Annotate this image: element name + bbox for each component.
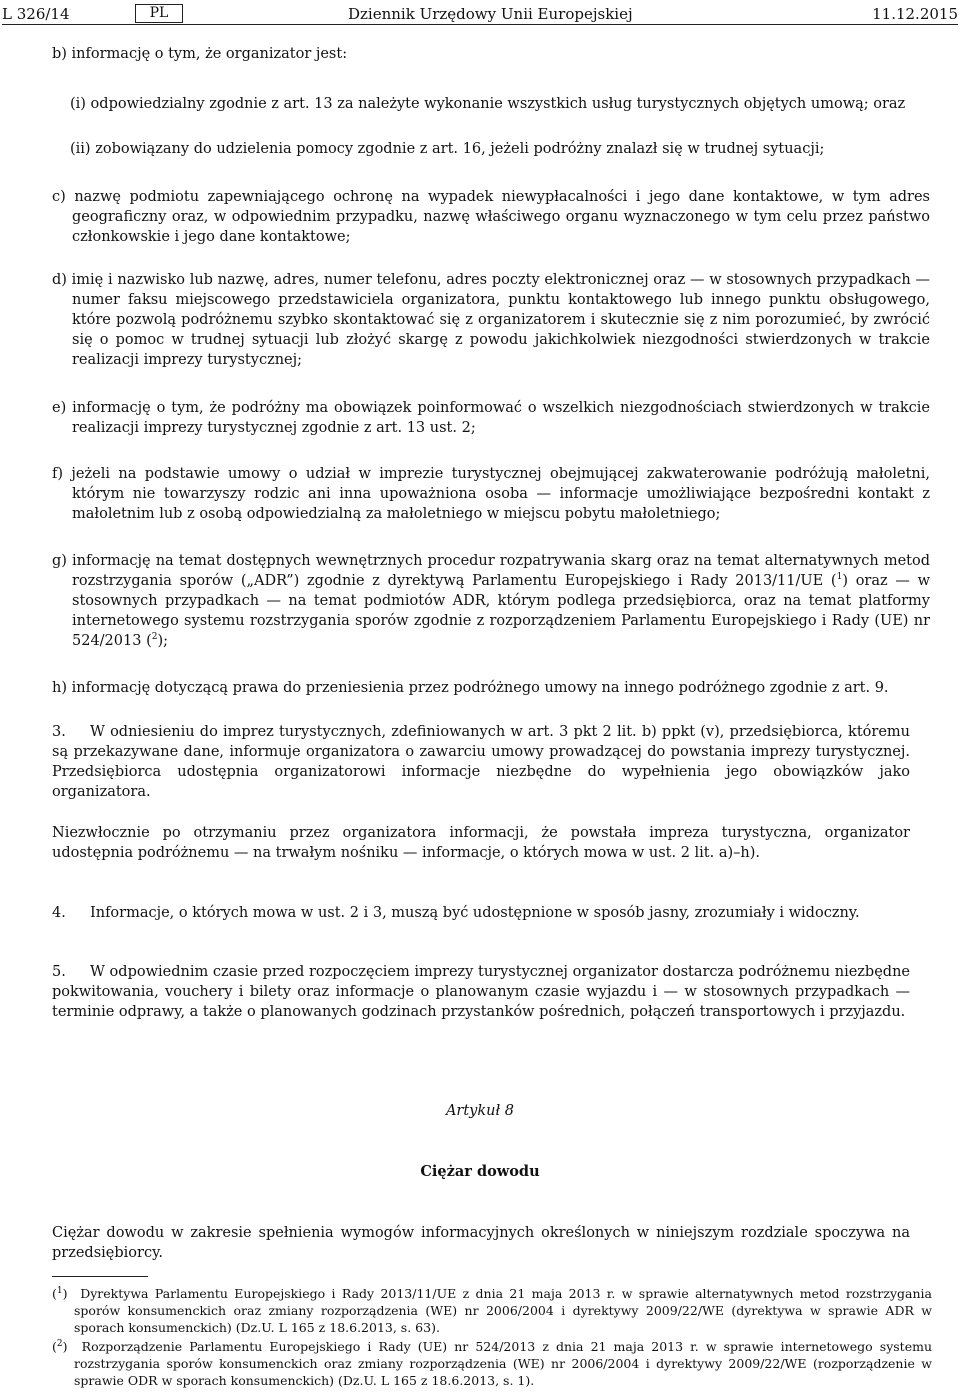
page-reference: L 326/14 — [2, 5, 70, 23]
paragraph-3-continued: Niezwłocznie po otrzymaniu przez organizatora informacji, że powstała impreza turystyczna, organizator udostępnia podróżnemu — na trwałym nośniku — informacje, o których mowa w ust. 2 lit. a)–h). — [52, 825, 910, 861]
item-f: f) jeżeli na podstawie umowy o udział w imprezie turystycznej obejmującej zakwaterowanie podróżują małoletni, którym nie towarzyszy rodzic ani inna upoważniona osoba — informacje umożliwiające bezpośredni kontakt z małoletnim lub z osobą odpowiedzialną za małoletniego w miejscu pobytu małoletniego; — [52, 466, 930, 522]
footnote-mark: 1 — [56, 1285, 63, 1296]
article-label: Artykuł 8 — [445, 1103, 515, 1119]
footnote-ref-1[interactable]: 1 — [836, 572, 843, 583]
paragraph-3-number: 3. — [52, 724, 66, 740]
item-g: g) informację na temat dostępnych wewnętrznych procedur rozpatrywania skarg oraz na temat alternatywnych metod rozstrzygania sporów („ADR”) zgodnie z dyrektywą Parlamentu Europejskiego i Rady 2013/11/UE ($^1$) oraz — w stosownych przypadkach — na temat podmiotów ADR, którym podlega przedsiębiorca, oraz na temat platformy internetowego systemu rozstrzygania sporów zgodnie z rozporządzeniem Parlamentu Europejskiego i Rady (UE) nr 524/2013 ($^2$); — [52, 553, 930, 649]
item-h: h) informację dotyczącą prawa do przeniesienia przez podróżnego umowy na innego podróżnego zgodnie z art. 9. — [52, 680, 889, 696]
footnote-2: ($^2$) Rozporządzenie Parlamentu Europejskiego i Rady (UE) nr 524/2013 z dnia 21 maja 2013 r. w sprawie internetowego systemu rozstrzygania sporów konsumenckich oraz zmiany rozporządzenia (WE) nr 2006/2004 i dyrektywy 2009/22/WE (rozporządzenie w sprawie ODR w sporach konsumenckich) (Dz.U. L 165 z 18.6.2013, s. 1). — [52, 1338, 932, 1388]
article-title: Ciężar dowodu — [420, 1163, 540, 1180]
journal-title: Dziennik Urzędowy Unii Europejskiej — [348, 5, 633, 23]
item-d: d) imię i nazwisko lub nazwę, adres, numer telefonu, adres poczty elektronicznej oraz — w stosownych przypadkach — numer faksu miejscowego przedstawiciela organizatora, punktu kontaktowego lub innego punktu obsługowego, które pozwolą podróżnemu szybko skontaktować się z organizatorem i skutecznie się z nim porozumieć, by zwrócić się o pomoc w trudnej sytuacji lub złożyć skargę z powodu jakichkolwiek niezgodności stwierdzonych w trakcie realizacji imprezy turystycznej; — [52, 272, 930, 368]
footnote-1: ($^1$) Dyrektywa Parlamentu Europejskiego i Rady 2013/11/UE z dnia 21 maja 2013 r. w sprawie alternatywnych metod rozstrzygania sporów konsumenckich oraz zmiany rozporządzenia (WE) nr 2006/2004 i dyrektywy 2009/22/WE (dyrektywa w sprawie ADR w sporach konsumenckich) (Dz.U. L 165 z 18.6.2013, s. 63). — [52, 1285, 933, 1335]
item-b: b) informację o tym, że organizator jest: — [52, 46, 348, 62]
footnote-divider — [52, 1276, 148, 1277]
paragraph-5-number: 5. — [52, 964, 66, 980]
header-divider — [2, 24, 958, 25]
item-e: e) informację o tym, że podróżny ma obowiązek poinformować o wszelkich niezgodnościach stwierdzonych w trakcie realizacji imprezy turystycznej zgodnie z art. 13 ust. 2; — [52, 400, 930, 436]
item-b-i: (i) odpowiedzialny zgodnie z art. 13 za należyte wykonanie wszystkich usług turystycznych objętych umową; oraz — [70, 96, 906, 112]
paragraph-3: 3. W odniesieniu do imprez turystycznych, zdefiniowanych w art. 3 pkt 2 lit. b) ppkt (v), przedsiębiorca, któremu są przekazywane dane, informuje organizatora o zawarciu umowy prowadzącej do powstania imprezy turystycznej. Przedsiębiorca udostępnia organizatorowi informacje niezbędne do wypełnienia jego obowiązków jako organizatora. — [52, 724, 910, 800]
footnote-ref-2[interactable]: 2 — [151, 632, 158, 643]
article-text: Ciężar dowodu w zakresie spełnienia wymogów informacyjnych określonych w niniejszym rozdziale spoczywa na przedsiębiorcy. — [52, 1225, 910, 1261]
paragraph-5: 5. W odpowiednim czasie przed rozpoczęciem imprezy turystycznej organizator dostarcza podróżnemu niezbędne pokwitowania, vouchery i bilety oraz informacje o planowanym czasie wyjazdu i — w stosownych przypadkach — terminie odprawy, a także o planowanych godzinach przystanków pośrednich, połączeń transportowych i przyjazdu. — [52, 964, 910, 1020]
item-b-ii: (ii) zobowiązany do udzielenia pomocy zgodnie z art. 16, jeżeli podróżny znalazł się w trudnej sytuacji; — [70, 141, 825, 157]
item-c: c) nazwę podmiotu zapewniającego ochronę na wypadek niewypłacalności i jego dane kontaktowe, w tym adres geograficzny oraz, w odpowiednim przypadku, nazwę właściwego organu wyznaczonego w tym celu przez państwo członkowskie i jego dane kontaktowe; — [52, 189, 930, 245]
paragraph-4-number: 4. — [52, 905, 66, 921]
page-header — [2, 4, 958, 26]
publication-date: 11.12.2015 — [872, 5, 958, 23]
paragraph-4: 4. Informacje, o których mowa w ust. 2 i 3, muszą być udostępnione w sposób jasny, zrozumiały i widoczny. — [52, 905, 860, 921]
footnote-mark: 2 — [56, 1338, 63, 1349]
language-badge: PL — [135, 4, 183, 23]
